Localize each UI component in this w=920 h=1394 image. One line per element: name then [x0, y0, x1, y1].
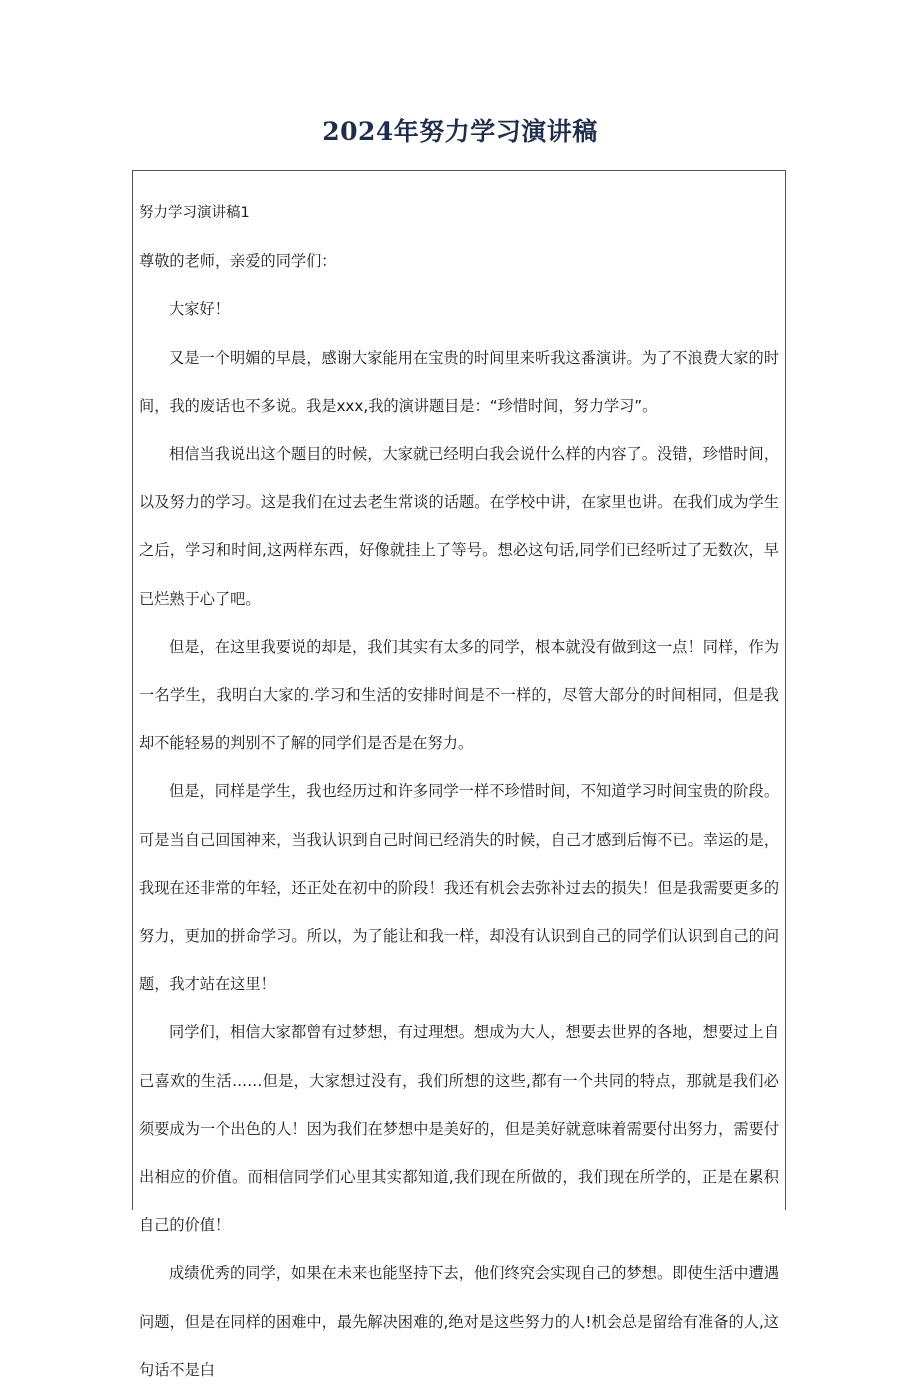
paragraph: 又是一个明媚的早晨，感谢大家能用在宝贵的时间里来听我这番演讲。为了不浪费大家的时间，我的废话也不多说。我是xxx,我的演讲题目是：“珍惜时间，努力学习”。	[139, 348, 779, 415]
greeting: 大家好！	[169, 300, 230, 319]
document-frame	[132, 170, 786, 1379]
paragraph: 成绩优秀的同学，如果在未来也能坚持下去，他们终究会实现自己的梦想。即使生活中遭遇问题，但是在同样的困难中，最先解决困难的,绝对是这些努力的人!机会总是留给有准备的人,这句话不是白	[139, 1264, 779, 1379]
paragraph: 相信当我说出这个题目的时候，大家就已经明白我会说什么样的内容了。没错，珍惜时间，以及努力的学习。这是我们在过去老生常谈的话题。在学校中讲，在家里也讲。在我们成为学生之后，学习和时间,这两样东西，好像就挂上了等号。想必这句话,同学们已经听过了无数次，早已烂熟于心了吧。	[139, 445, 779, 608]
section-heading: 努力学习演讲稿1	[139, 205, 250, 221]
paragraph: 同学们，相信大家都曾有过梦想，有过理想。想成为大人，想要去世界的各地，想要过上自己喜欢的生活……但是，大家想过没有，我们所想的这些,都有一个共同的特点，那就是我们必须要成为一个出色的人！因为我们在梦想中是美好的，但是美好就意味着需要付出努力，需要付出相应的价值。而相信同学们心里其实都知道,我们现在所做的，我们现在所学的，正是在累积自己的价值！	[139, 1023, 779, 1235]
paragraph: 但是，在这里我要说的却是，我们其实有太多的同学，根本就没有做到这一点！同样，作为一名学生，我明白大家的.学习和生活的安排时间是不一样的，尽管大部分的时间相同，但是我却不能轻易的判别不了解的同学们是否是在努力。	[139, 637, 779, 753]
document-title: 2024年努力学习演讲稿	[322, 117, 598, 146]
document-body	[139, 189, 779, 1394]
salutation: 尊敬的老师，亲爱的同学们：	[139, 252, 337, 271]
paragraph: 但是，同样是学生，我也经历过和许多同学一样不珍惜时间，不知道学习时间宝贵的阶段。可是当自己回国神来，当我认识到自己时间已经消失的时候，自己才感到后悔不已。幸运的是，我现在还非常的年轻，还正处在初中的阶段！我还有机会去弥补过去的损失！但是我需要更多的努力，更加的拼命学习。所以，为了能让和我一样，却没有认识到自己的同学们认识到自己的问题，我才站在这里！	[139, 782, 779, 994]
